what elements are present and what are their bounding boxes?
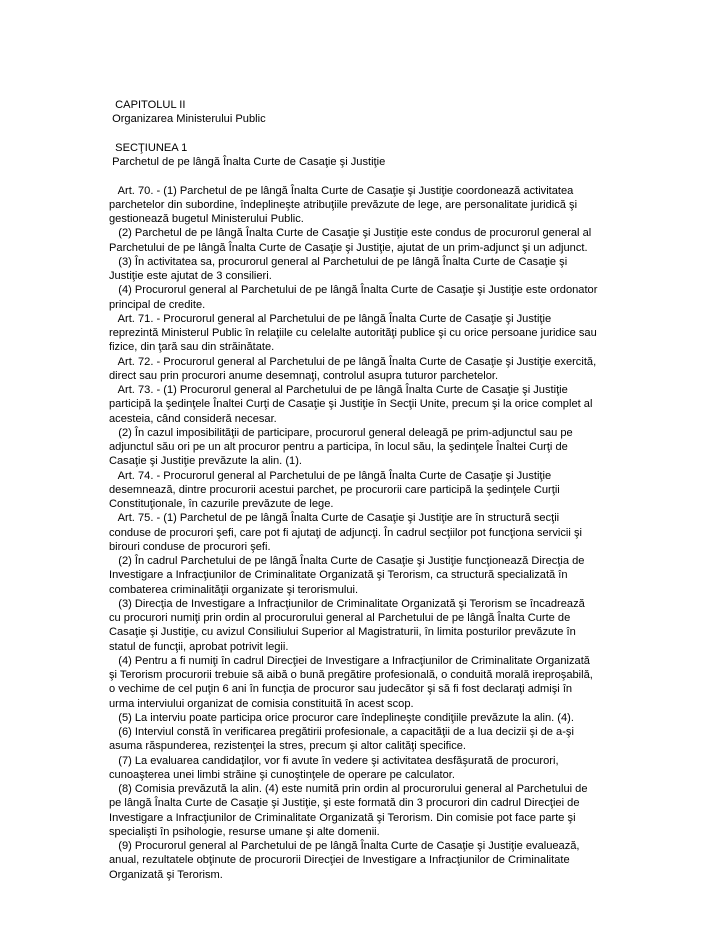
text-line: principal de credite. bbox=[109, 298, 206, 311]
document-body bbox=[109, 184, 627, 882]
text-line: pe lângă Înalta Curte de Casaţie şi Justiţie, şi este formată din 3 procurori din cadrul Direcţiei de bbox=[109, 797, 580, 810]
text-line: acesteia, când consideră necesar. bbox=[109, 412, 277, 425]
text-line: asuma răspunderea, rezistenţei la stres, precum şi altor calităţi specifice. bbox=[109, 740, 467, 753]
text-line: (5) La interviu poate participa orice procuror care îndeplineşte condiţiile prevăzute la alin. (4). bbox=[109, 711, 574, 724]
text-line: conduse de procurori şefi, care pot fi ajutaţi de adjuncţi. În cadrul secţiilor pot funcţiona servicii şi bbox=[109, 526, 582, 539]
text-line: Art. 75. - (1) Parchetul de pe lângă Înalta Curte de Casaţie şi Justiţie are în structură secţii bbox=[109, 512, 560, 525]
text-line: (2) În cadrul Parchetului de pe lângă Înalta Curte de Casaţie şi Justiţie funcţionează Direcţia de bbox=[109, 555, 585, 567]
text-line: Art. 74. - Procurorul general al Parchetului de pe lângă Înalta Curte de Casaţie şi Justiţie bbox=[109, 469, 552, 482]
text-line: (9) Procurorul general al Parchetului de pe lângă Înalta Curte de Casaţie şi Justiţie evaluează, bbox=[109, 840, 580, 852]
text-line: desemnează, dintre procurorii acestui parchet, pe procurorii care participă la şedinţele Curţii bbox=[109, 483, 560, 496]
text-line: parchetelor din subordine, îndeplineşte atribuţiile prevăzute de lege, are personalitate juridică şi bbox=[109, 198, 578, 211]
text-line: Art. 71. - Procurorul general al Parchetului de pe lângă Înalta Curte de Casaţie şi Justiţie bbox=[109, 312, 552, 325]
text-line: statul de funcţii, aprobat potrivit legii. bbox=[109, 640, 289, 653]
text-line: Organizată şi Terorism. bbox=[109, 868, 223, 881]
section-title: SECŢIUNEA 1 bbox=[109, 141, 188, 154]
text-line: combaterea criminalităţii organizate şi terorismului. bbox=[109, 583, 359, 596]
text-line: cu procurori numiţi prin ordin al procurorului general al Parchetului de pe lângă Înalta Curte de bbox=[109, 612, 571, 624]
text-line: reprezintă Ministerul Public în relaţiile cu celelalte autorităţi publice şi cu orice persoane juridice sau bbox=[109, 327, 597, 339]
document-page bbox=[109, 98, 627, 882]
text-line: cunoaşterea unei limbi străine şi cunoştinţele de operare pe calculator. bbox=[109, 768, 455, 781]
text-line: Justiţie este ajutat de 3 consilieri. bbox=[109, 270, 272, 282]
text-line: (4) Pentru a fi numiţi în cadrul Direcţiei de Investigare a Infracţiunilor de Criminalitate Organizată bbox=[109, 654, 590, 667]
text-line: direct sau prin procurori anume desemnaţi, controlul asupra tuturor parchetelor. bbox=[109, 369, 499, 382]
text-line: Investigare a Infracţiunilor de Criminalitate Organizată şi Terorism, ca structură specializată în bbox=[109, 569, 568, 582]
text-line: urma interviului organizat de comisia constituită în acest scop. bbox=[109, 697, 414, 710]
chapter-subtitle: Organizarea Ministerului Public bbox=[109, 113, 266, 126]
text-line: adjunctul său ori pe un alt procuror pentru a participa, în locul său, la şedinţele Înaltei Curţi de bbox=[109, 441, 568, 453]
text-line: (6) Interviul constă în verificarea pregătirii profesionale, a capacităţii de a lua decizii şi de a-şi bbox=[109, 726, 574, 738]
text-line: (4) Procurorul general al Parchetului de pe lângă Înalta Curte de Casaţie şi Justiţie este ordonator bbox=[109, 284, 598, 297]
spacer bbox=[109, 127, 627, 141]
section-subtitle: Parchetul de pe lângă Înalta Curte de Casaţie şi Justiţie bbox=[109, 156, 386, 168]
text-line: Parchetului de pe lângă Înalta Curte de Casaţie şi Justiţie, ajutat de un prim-adjunct şi un adjunct. bbox=[109, 241, 588, 254]
text-line: (8) Comisia prevăzută la alin. (4) este numită prin ordin al procurorului general al Parchetului de bbox=[109, 783, 588, 795]
spacer bbox=[109, 169, 627, 183]
text-line: Constituţionale, în cazurile prevăzute de lege. bbox=[109, 498, 334, 510]
text-line: Art. 73. - (1) Procurorul general al Parchetului de pe lângă Înalta Curte de Casaţie şi Justiţie bbox=[109, 384, 568, 396]
text-line: (3) În activitatea sa, procurorul general al Parchetului de pe lângă Înalta Curte de Casaţie şi bbox=[109, 255, 568, 268]
text-line: Casaţie şi Justiţie prevăzute la alin. (1). bbox=[109, 455, 302, 468]
text-line: fizice, din ţară sau din străinătate. bbox=[109, 341, 275, 354]
text-line: anual, rezultatele obţinute de procurorii Direcţiei de Investigare a Infracţiunilor de Criminalitate bbox=[109, 854, 570, 867]
text-line: o vechime de cel puţin 6 ani în funcţia de procuror sau judecător şi să fi fost declaraţi admişi în bbox=[109, 683, 573, 696]
text-line: Casaţie şi Justiţie, cu avizul Consiliului Superior al Magistraturii, în limita posturilor prevăzute în bbox=[109, 626, 576, 639]
text-line: specialişti în psihologie, resurse umane şi alte domenii. bbox=[109, 825, 380, 838]
text-line: Investigare a Infracţiunilor de Criminalitate Organizată şi Terorism. Din comisie pot face parte şi bbox=[109, 811, 576, 824]
text-line: (2) În cazul imposibilităţii de participare, procurorul general deleagă pe prim-adjunctul sau pe bbox=[109, 426, 573, 439]
text-line: (7) La evaluarea candidaţilor, vor fi avute în vedere şi activitatea desfăşurată de procurori, bbox=[109, 754, 559, 767]
text-line: (2) Parchetul de pe lângă Înalta Curte de Casaţie şi Justiţie este condus de procurorul general al bbox=[109, 227, 592, 240]
text-line: birouri conduse de procurori şefi. bbox=[109, 540, 271, 553]
text-line: Art. 70. - (1) Parchetul de pe lângă Înalta Curte de Casaţie şi Justiţie coordonează activitatea bbox=[109, 184, 574, 197]
text-line: (3) Direcţia de Investigare a Infracţiunilor de Criminalitate Organizată şi Terorism se încadrează bbox=[109, 597, 585, 610]
chapter-title: CAPITOLUL II bbox=[109, 99, 186, 111]
text-line: Art. 72. - Procurorul general al Parchetului de pe lângă Înalta Curte de Casaţie şi Justiţie exercită, bbox=[109, 355, 597, 368]
text-line: participă la şedinţele Înaltei Curţi de Casaţie şi Justiţie în Secţii Unite, precum şi la orice complet al bbox=[109, 398, 593, 411]
text-line: şi Terorism procurorii trebuie să aibă o bună pregătire profesională, o conduită morală ireproşabilă, bbox=[109, 669, 593, 681]
text-line: gestionează bugetul Ministerului Public. bbox=[109, 213, 304, 225]
